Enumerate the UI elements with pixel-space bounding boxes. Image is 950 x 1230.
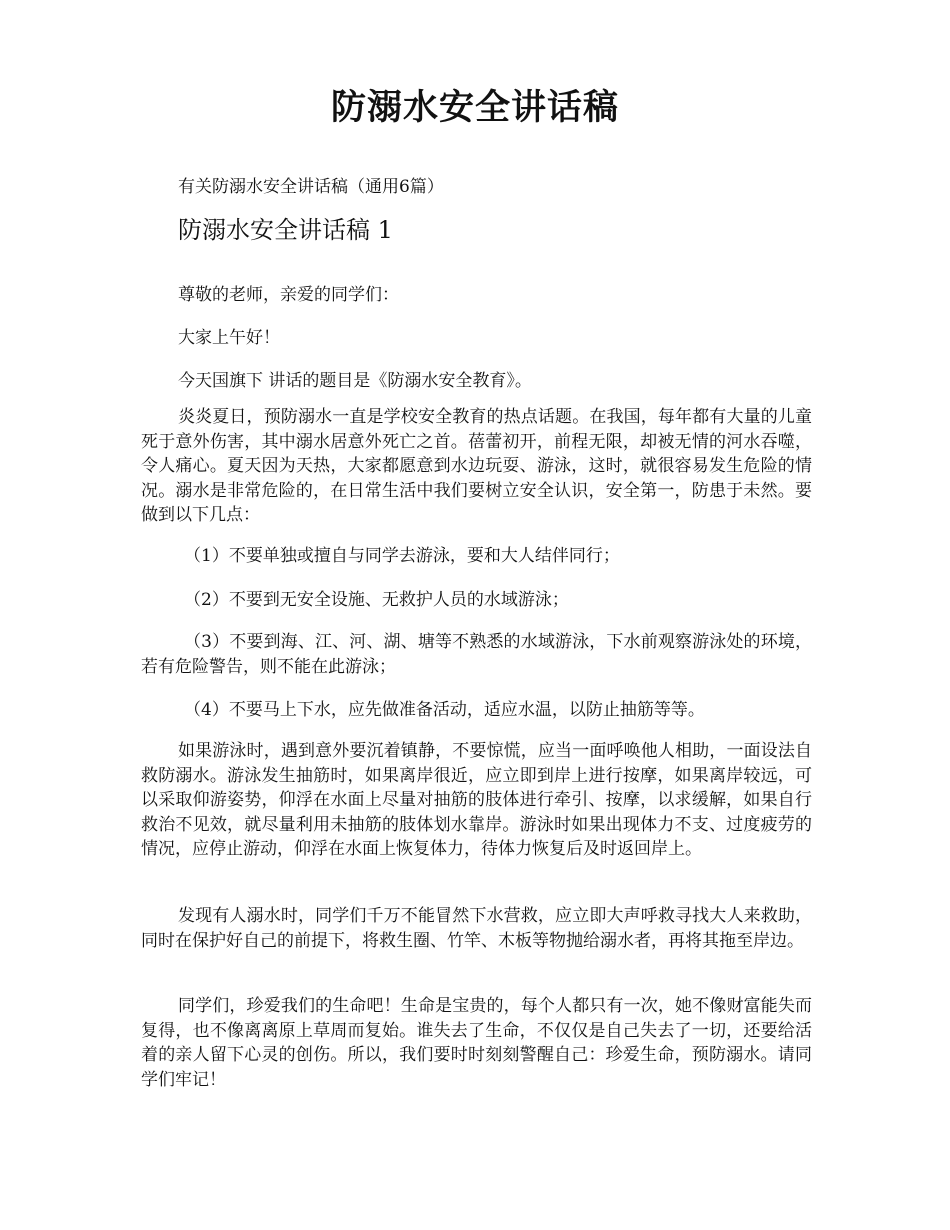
list-item-2: （2）不要到无安全设施、无救护人员的水域游泳； bbox=[184, 590, 569, 610]
list-item-3: （3）不要到海、江、河、湖、塘等不熟悉的水域游泳，下水前观察游泳处的环境，若有危险警告，则不能在此游泳； bbox=[141, 632, 812, 677]
paragraph-cherish-life: 同学们，珍爱我们的生命吧！生命是宝贵的，每个人都只有一次，她不像财富能失而复得，也不像离离原上草周而复始。谁失去了生命，不仅仅是自己失去了一切，还要给活着的亲人留下心灵的创伤。所以，我们要时时刻刻警醒自己：珍爱生命，预防溺水。请同学们牢记！ bbox=[141, 996, 812, 1090]
document-subtitle: 有关防溺水安全讲话稿（通用6篇） bbox=[178, 177, 444, 197]
greeting: 大家上午好！ bbox=[178, 328, 280, 348]
intro-line: 今天国旗下 讲话的题目是《防溺水安全教育》。 bbox=[178, 371, 532, 391]
paragraph-rescue-others: 发现有人溺水时，同学们千万不能冒然下水营救，应立即大声呼救寻找大人来救助，同时在保护好自己的前提下，将救生圈、竹竿、木板等物抛给溺水者，再将其拖至岸边。 bbox=[141, 906, 812, 951]
list-item-4: （4）不要马上下水，应先做准备活动，适应水温，以防止抽筋等等。 bbox=[184, 700, 705, 720]
salutation: 尊敬的老师，亲爱的同学们： bbox=[178, 285, 399, 305]
section-heading: 防溺水安全讲话稿 1 bbox=[178, 216, 393, 244]
list-item-1: （1）不要单独或擅自与同学去游泳，要和大人结伴同行； bbox=[184, 546, 620, 566]
paragraph-self-rescue: 如果游泳时，遇到意外要沉着镇静，不要惊慌，应当一面呼唤他人相助，一面设法自救防溺水。游泳发生抽筋时，如果离岸很近，应立即到岸上进行按摩，如果离岸较远，可以采取仰游姿势，仰浮在水面上尽量对抽筋的肢体进行牵引、按摩，以求缓解，如果自行救治不见效，就尽量利用未抽筋的肢体划水靠岸。游泳时如果出现体力不支、过度疲劳的情况，应停止游动，仰浮在水面上恢复体力，待体力恢复后及时返回岸上。 bbox=[141, 741, 812, 859]
document-title: 防溺水安全讲话稿 bbox=[330, 87, 619, 128]
paragraph-summer-safety: 炎炎夏日，预防溺水一直是学校安全教育的热点话题。在我国，每年都有大量的儿童死于意外伤害，其中溺水居意外死亡之首。蓓蕾初开，前程无限，却被无情的河水吞噬，令人痛心。夏天因为天热，大家都愿意到水边玩耍、游泳，这时，就很容易发生危险的情况。溺水是非常危险的，在日常生活中我们要树立安全认识，安全第一，防患于未然。要做到以下几点： bbox=[141, 407, 812, 525]
